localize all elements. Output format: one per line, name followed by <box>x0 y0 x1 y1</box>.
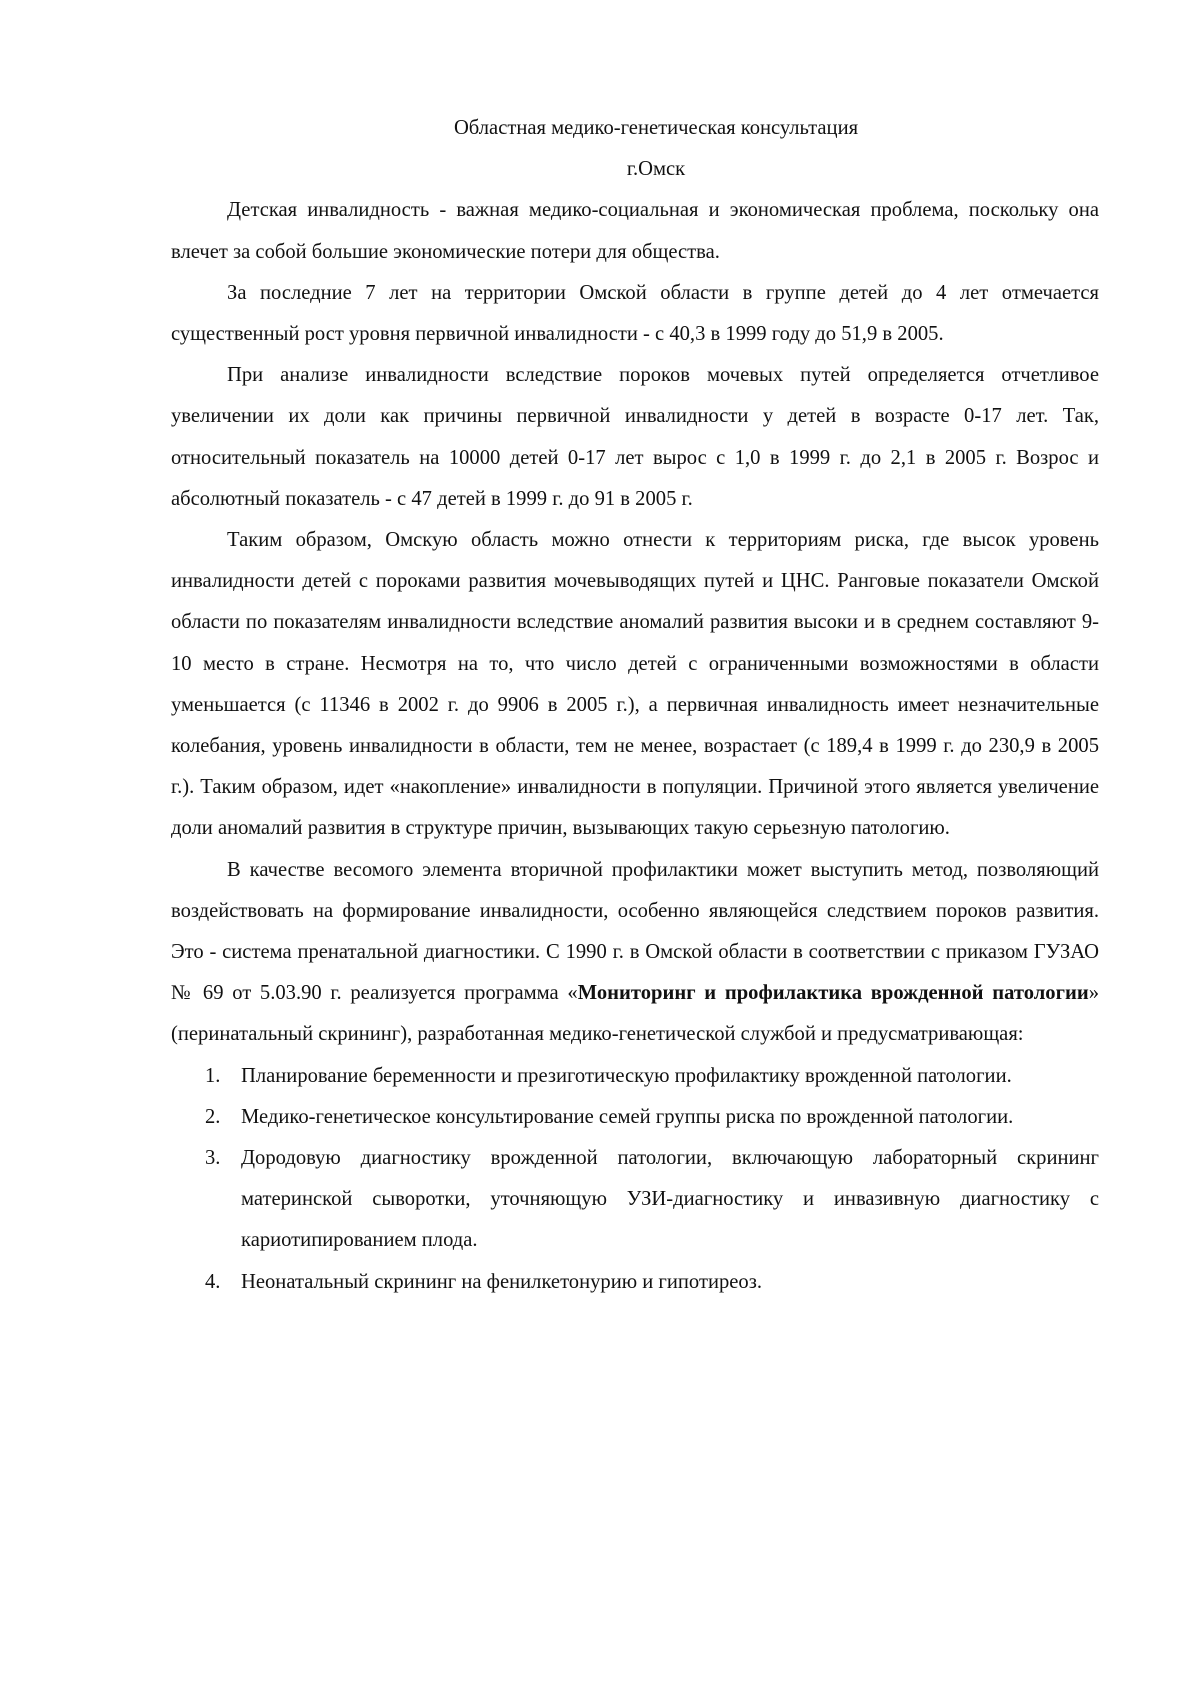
list-item-text: Дородовую диагностику врожденной патологии, включающую лабораторный скрининг материнской сыворотки, уточняющую УЗИ-диагностику и инвазивную диагностику с кариотипированием плода. <box>241 1147 1099 1252</box>
paragraph-2: За последние 7 лет на территории Омской области в группе детей до 4 лет отмечается существенный рост уровня первичной инвалидности - с 40,3 в 1999 году до 51,9 в 2005. <box>171 281 1099 346</box>
program-paragraph-intro: В качестве весомого элемента вторичной профилактики может выступить метод, позволяющий воздействовать на формирование инвалидности, особенно являющейся следствием пороков развития. Это - система пренатальной диагностики. С 1990 г. в Омской области в соответствии с приказом ГУЗАО № 69 от 5.03.90 г. реализуется программа « <box>171 858 1099 1005</box>
document-page <box>171 108 1099 1303</box>
program-paragraph-outro: » (перинатальный скрининг), разработанная медико-генетической службой и предусматривающая: <box>171 982 1099 1046</box>
document-heading-organization: Областная медико-генетическая консультация <box>453 117 859 139</box>
list-item-number: 3. <box>205 1147 221 1170</box>
list-item-number: 4. <box>205 1270 221 1293</box>
list-item <box>171 1262 1099 1303</box>
list-item <box>171 1097 1099 1138</box>
paragraph-1: Детская инвалидность - важная медико-социальная и экономическая проблема, поскольку она влечет за собой большие экономические потери для общества. <box>171 199 1099 263</box>
list-item-text: Медико-генетическое консультирование семей группы риска по врожденной патологии. <box>241 1105 1014 1128</box>
list-item-text: Планирование беременности и презиготическую профилактику врожденной патологии. <box>241 1064 1012 1087</box>
paragraph-3: При анализе инвалидности вследствие пороков мочевых путей определяется отчетливое увеличении их доли как причины первичной инвалидности у детей в возрасте 0-17 лет. Так, относительный показатель на 10000 детей 0-17 лет вырос с 1,0 в 1999 г. до 2,1 в 2005 г. Возрос и абсолютный показатель - с 47 детей в 1999 г. до 91 в 2005 г. <box>171 364 1099 510</box>
list-item <box>171 1138 1099 1262</box>
program-paragraph <box>171 850 1099 1056</box>
list-item-number: 1. <box>205 1064 221 1087</box>
list-item-text: Неонатальный скрининг на фенилкетонурию и гипотиреоз. <box>241 1270 762 1293</box>
list-item <box>171 1056 1099 1097</box>
program-components-list <box>171 1056 1099 1303</box>
paragraph-4: Таким образом, Омскую область можно отнести к территориям риска, где высок уровень инвалидности детей с пороками развития мочевыводящих путей и ЦНС. Ранговые показатели Омской области по показателям инвалидности вследствие аномалий развития высоки и в среднем составляют 9-10 место в стране. Несмотря на то, что число детей с ограниченными возможностями в области уменьшается (с 11346 в 2002 г. до 9906 в 2005 г.), а первичная инвалидность имеет незначительные колебания, уровень инвалидности в области, тем не менее, возрастает (с 189,4 в 1999 г. до 230,9 в 2005 г.). Таким образом, идет «накопление» инвалидности в популяции. Причиной этого является увеличение доли аномалий развития в структуре причин, вызывающих такую серьезную патологию. <box>171 529 1099 840</box>
document-heading-city: г.Омск <box>626 158 686 181</box>
program-name-bold: Мониторинг и профилактика врожденной патологии <box>577 982 1089 1005</box>
list-item-number: 2. <box>205 1105 221 1128</box>
